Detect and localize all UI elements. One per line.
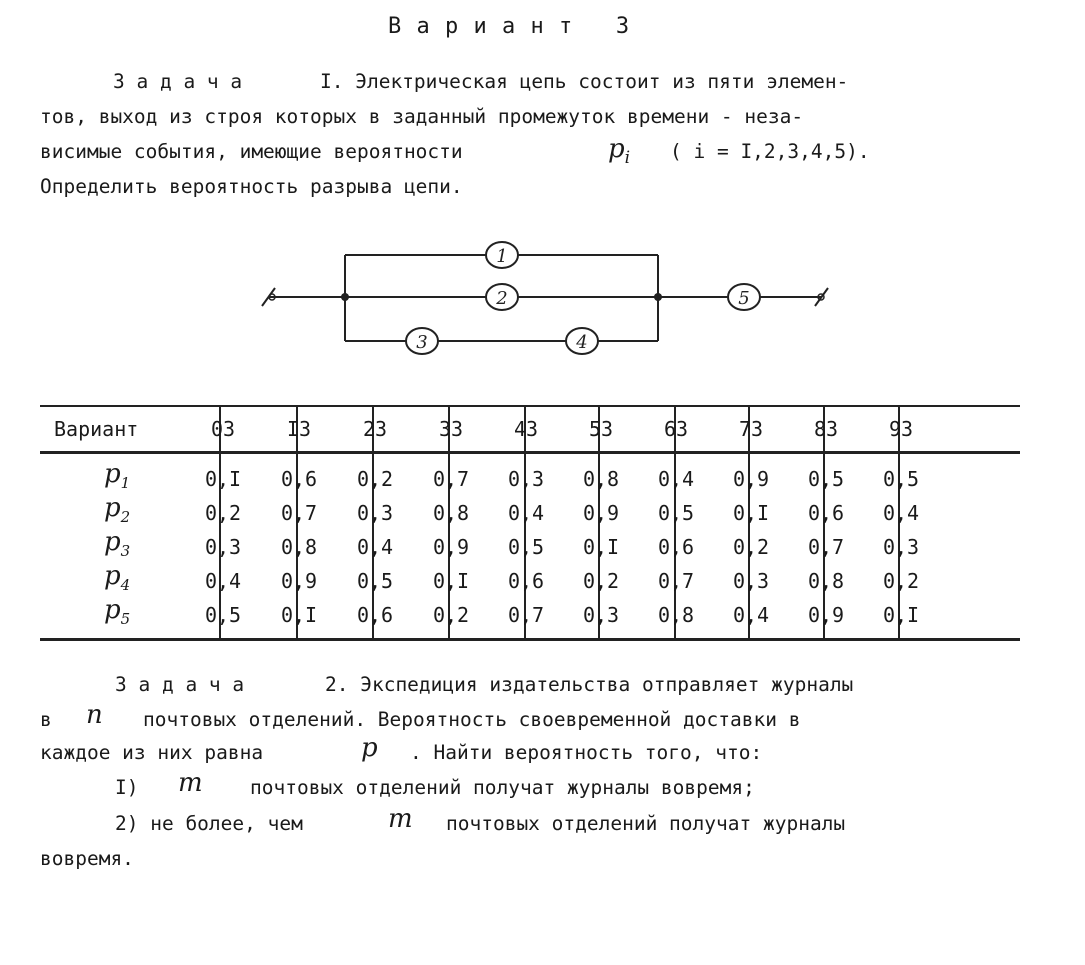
task2-line-3a: каждое из них равна: [40, 741, 264, 764]
table-cell: 0,I: [280, 603, 318, 627]
table-header-cell: 33: [438, 417, 464, 441]
table-cell: 0,6: [657, 535, 695, 559]
task2-item2b: почтовых отделений получат журналы: [446, 812, 846, 835]
task2-line-1: 2. Экспедиция издательства отправляет журналы: [325, 673, 854, 696]
element-4-label: 4: [576, 332, 588, 353]
table-cell: 0,7: [280, 501, 318, 525]
element-2: [486, 284, 518, 310]
table-cell: 0,5: [807, 467, 845, 491]
table-cell: 0,4: [657, 467, 695, 491]
table-cell: 0,8: [582, 467, 620, 491]
table-cell: 0,8: [432, 501, 470, 525]
element-1: [486, 242, 518, 268]
table-cell: 0,2: [582, 569, 620, 593]
element-5-label: 5: [738, 288, 750, 309]
table-row-label: $p_1$: [104, 459, 131, 493]
table-cell: 0,I: [732, 501, 770, 525]
table-header-cell: 93: [888, 417, 914, 441]
table-cell: 0,6: [507, 569, 545, 593]
element-3: [406, 328, 438, 354]
table-cell: 0,9: [280, 569, 318, 593]
table-cell: 0,4: [507, 501, 545, 525]
table-header-cell: I3: [286, 417, 312, 441]
table-row-label: $p_5$: [104, 595, 131, 629]
table-cell: 0,8: [657, 603, 695, 627]
table-cell: 0,I: [204, 467, 242, 491]
table-header-cell: 23: [362, 417, 388, 441]
task2-item2a: 2) не более, чем: [115, 812, 303, 835]
task1-line-3b: ( i = I,2,3,4,5).: [670, 140, 870, 163]
table-cell: 0,5: [882, 467, 920, 491]
element-1-label: 1: [496, 246, 508, 267]
table-cell: 0,9: [732, 467, 770, 491]
task2-line-2b: почтовых отделений. Вероятность своевременной доставки в: [143, 708, 801, 731]
table-cell: 0,9: [432, 535, 470, 559]
table-cell: 0,4: [356, 535, 394, 559]
task1-line-4: Определить вероятность разрыва цепи.: [40, 175, 463, 198]
page-title: В а р и а н т 3: [388, 14, 631, 39]
element-2-label: 2: [496, 288, 508, 309]
symbol-m-1: m: [178, 768, 203, 798]
table-cell: 0,2: [204, 501, 242, 525]
table-cell: 0,2: [432, 603, 470, 627]
element-5: [728, 284, 760, 310]
table-cell: 0,I: [432, 569, 470, 593]
table-cell: 0,8: [280, 535, 318, 559]
table-row-label: $p_4$: [104, 561, 131, 595]
table-cell: 0,7: [507, 603, 545, 627]
table-cell: 0,9: [807, 603, 845, 627]
symbol-p: p: [361, 733, 378, 763]
table-cell: 0,5: [356, 569, 394, 593]
table-header-cell: 53: [588, 417, 614, 441]
junction-left: [341, 293, 349, 301]
task2-line-last: вовремя.: [40, 847, 134, 870]
table-row-label: $p_2$: [104, 493, 131, 527]
table-cell: 0,I: [582, 535, 620, 559]
task2-item1a: I): [115, 776, 139, 799]
table-cell: 0,3: [507, 467, 545, 491]
probability-table: [40, 405, 1020, 641]
task2-item1b: почтовых отделений получат журналы вовремя;: [250, 776, 755, 799]
table-cell: 0,9: [582, 501, 620, 525]
table-cell: 0,5: [204, 603, 242, 627]
table-cell: 0,3: [204, 535, 242, 559]
table-cell: 0,4: [732, 603, 770, 627]
symbol-m-2: m: [388, 804, 413, 834]
circuit-diagram: [0, 0, 1085, 400]
task2-line-2a: в: [40, 708, 52, 731]
table-cell: 0,8: [807, 569, 845, 593]
task1-label: З а д а ч а: [113, 70, 243, 93]
symbol-n: n: [86, 700, 103, 730]
table-header-label: Вариант: [54, 417, 139, 441]
junction-right: [654, 293, 662, 301]
table-cell: 0,2: [732, 535, 770, 559]
table-cell: 0,6: [356, 603, 394, 627]
table-cell: 0,3: [582, 603, 620, 627]
table-cell: 0,2: [356, 467, 394, 491]
table-cell: 0,I: [882, 603, 920, 627]
table-cell: 0,6: [280, 467, 318, 491]
task1-line-1: I. Электрическая цепь состоит из пяти элемен-: [320, 70, 849, 93]
table-cell: 0,7: [807, 535, 845, 559]
element-4: [566, 328, 598, 354]
table-row-label: $p_3$: [104, 527, 131, 561]
task1-symbol-p: $p_i$: [608, 134, 631, 169]
table-header-cell: 83: [813, 417, 839, 441]
task1-line-3: висимые события, имеющие вероятности: [40, 140, 463, 163]
table-cell: 0,4: [882, 501, 920, 525]
table-cell: 0,4: [204, 569, 242, 593]
table-cell: 0,7: [432, 467, 470, 491]
element-3-label: 3: [416, 332, 428, 353]
table-header-cell: 03: [210, 417, 236, 441]
task2-label: З а д а ч а: [115, 673, 245, 696]
table-cell: 0,6: [807, 501, 845, 525]
table-cell: 0,5: [657, 501, 695, 525]
table-header-cell: 63: [663, 417, 689, 441]
task2-line-3b: . Найти вероятность того, что:: [410, 741, 763, 764]
task1-line-2: тов, выход из строя которых в заданный промежуток времени - неза-: [40, 105, 804, 128]
table-header-cell: 73: [738, 417, 764, 441]
table-header-cell: 43: [513, 417, 539, 441]
table-cell: 0,3: [882, 535, 920, 559]
table-cell: 0,7: [657, 569, 695, 593]
table-cell: 0,3: [356, 501, 394, 525]
table-cell: 0,3: [732, 569, 770, 593]
table-cell: 0,2: [882, 569, 920, 593]
table-cell: 0,5: [507, 535, 545, 559]
